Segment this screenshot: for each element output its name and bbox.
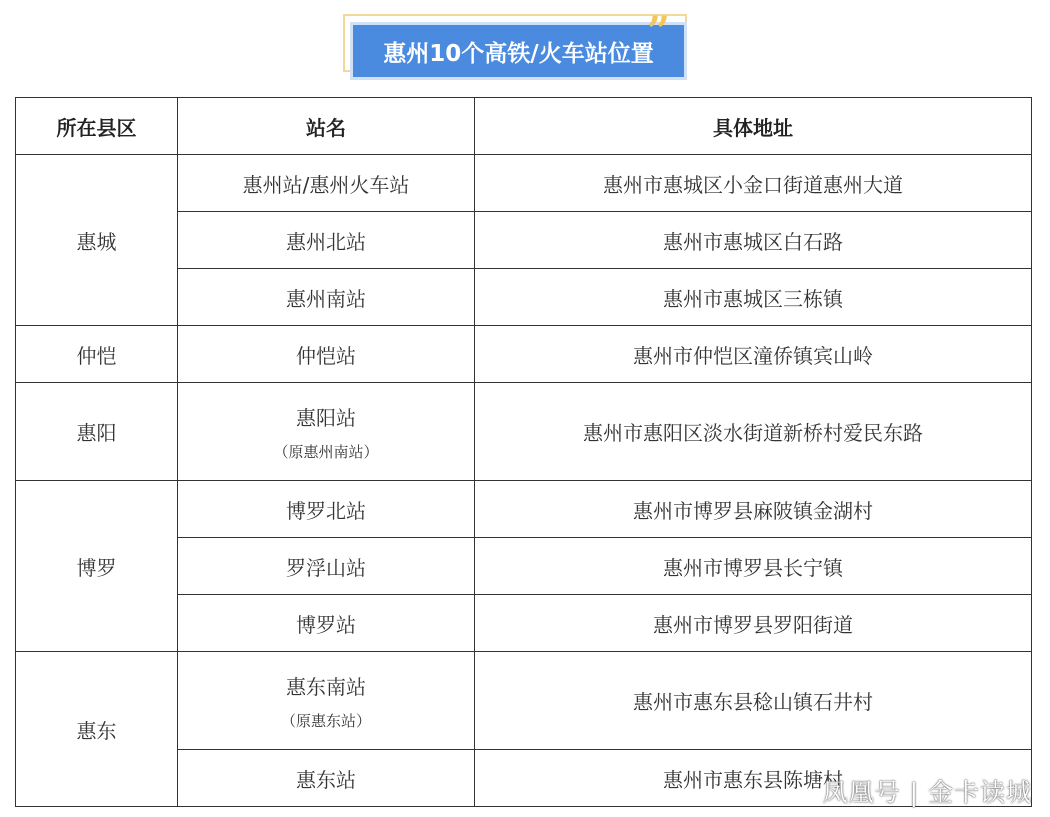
address-cell: 惠州市博罗县罗阳街道 <box>475 595 1032 652</box>
station-cell: 博罗站 <box>178 595 475 652</box>
table-header-row <box>16 98 1032 155</box>
title-banner <box>343 8 695 82</box>
district-cell: 仲恺 <box>16 326 178 383</box>
header-station: 站名 <box>178 98 475 155</box>
table-row <box>16 326 1032 383</box>
page-title: 惠州10个高铁/火车站位置 <box>350 22 687 80</box>
table-row <box>16 155 1032 212</box>
station-cell: 惠州北站 <box>178 212 475 269</box>
station-cell: 惠东站 <box>178 750 475 807</box>
header-district: 所在县区 <box>16 98 178 155</box>
district-cell: 惠城 <box>16 155 178 326</box>
quote-mark-icon: ” <box>647 8 671 55</box>
table-row <box>16 481 1032 538</box>
station-cell: 惠州站/惠州火车站 <box>178 155 475 212</box>
address-cell: 惠州市惠城区三栋镇 <box>475 269 1032 326</box>
header-address: 具体地址 <box>475 98 1032 155</box>
address-cell: 惠州市惠东县陈塘村 <box>475 750 1032 807</box>
stations-table <box>15 97 1032 807</box>
district-cell: 惠阳 <box>16 383 178 481</box>
station-cell: 仲恺站 <box>178 326 475 383</box>
table-row <box>16 652 1032 750</box>
station-name: 惠东南站 <box>286 674 366 699</box>
station-note: （原惠州南站） <box>273 442 379 461</box>
address-cell: 惠州市惠东县稔山镇石井村 <box>475 652 1032 750</box>
station-name: 惠阳站 <box>296 405 356 430</box>
district-cell: 惠东 <box>16 652 178 807</box>
watermark: 凤凰号 | 金卡读城 <box>822 778 1032 807</box>
address-cell: 惠州市惠阳区淡水街道新桥村爱民东路 <box>475 383 1032 481</box>
station-cell <box>178 652 475 750</box>
station-note: （原惠东站） <box>280 711 371 730</box>
station-cell: 博罗北站 <box>178 481 475 538</box>
station-cell: 惠州南站 <box>178 269 475 326</box>
address-cell: 惠州市博罗县麻陂镇金湖村 <box>475 481 1032 538</box>
address-cell: 惠州市惠城区白石路 <box>475 212 1032 269</box>
address-cell: 惠州市仲恺区潼侨镇宾山岭 <box>475 326 1032 383</box>
district-cell: 博罗 <box>16 481 178 652</box>
table-row <box>16 383 1032 481</box>
address-cell: 惠州市博罗县长宁镇 <box>475 538 1032 595</box>
station-cell <box>178 383 475 481</box>
address-cell: 惠州市惠城区小金口街道惠州大道 <box>475 155 1032 212</box>
station-cell: 罗浮山站 <box>178 538 475 595</box>
